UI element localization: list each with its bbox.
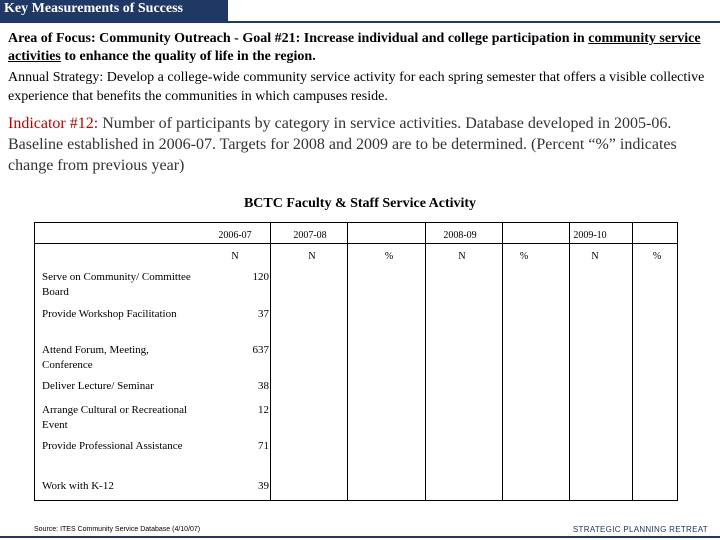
grid-line — [347, 223, 348, 500]
table-row-label: Provide Workshop Facilitation — [42, 308, 177, 320]
year-header-2008-09: 2008-09 — [443, 230, 477, 241]
table-row-value: 38 — [258, 380, 269, 392]
indicator-statement — [8, 113, 718, 176]
header-row-divider — [35, 243, 677, 244]
table-row-label: Work with K-12 — [42, 480, 114, 492]
service-activity-table — [34, 222, 678, 501]
annual-strategy: Annual Strategy: Develop a college-wide community service activity for each spring semester that offers a visible collective experience that benefits the communities in which campuses reside. — [8, 70, 705, 104]
table-row-value: 71 — [258, 440, 269, 452]
subheader-n: N — [458, 251, 466, 262]
table-row-value: 39 — [258, 480, 269, 492]
focus-prefix: Area of Focus: Community Outreach - Goal #21: Increase individual and college participation in — [8, 31, 589, 46]
header-divider — [0, 21, 720, 23]
subheader-percent: % — [384, 251, 394, 262]
footer-label: STRATEGIC PLANNING RETREAT — [572, 525, 708, 534]
area-of-focus — [8, 30, 714, 66]
subheader-percent: % — [652, 251, 662, 262]
year-header-2006-07: 2006-07 — [218, 230, 252, 241]
subheader-n: N — [591, 251, 599, 262]
table-row-value: 12 — [258, 404, 269, 416]
indicator-text: Number of participants by category in service activities. Database developed in 2005-06. Baseline established in 2006-07. Targets for 2008 and 2009 are to be determined. (Percent “%” indicates change from previous year) — [8, 115, 677, 174]
indicator-lead: Indicator #12: — [8, 115, 99, 132]
table-row-label: Deliver Lecture/ Seminar — [42, 380, 154, 392]
year-header-2007-08: 2007-08 — [293, 230, 327, 241]
table-row-value: 120 — [252, 271, 269, 283]
focus-suffix: to enhance the quality of life in the region. — [60, 49, 316, 64]
table-row-label: Attend Forum, Meeting, Conference — [42, 344, 149, 371]
subheader-n: N — [231, 251, 239, 262]
grid-line — [425, 223, 426, 500]
grid-line — [502, 223, 503, 500]
table-row-label: Arrange Cultural or Recreational Event — [42, 404, 188, 431]
grid-line — [569, 223, 570, 500]
table-row-value: 637 — [252, 344, 269, 356]
subheader-n: N — [308, 251, 316, 262]
table-row-value: 37 — [258, 308, 269, 320]
focus-underlined: community service activities — [8, 31, 701, 64]
footer-divider — [0, 536, 720, 538]
header-bar — [0, 0, 228, 21]
page-title: Key Measurements of Success — [4, 1, 183, 16]
source-note: Source: ITES Community Service Database (4/10/07) — [34, 526, 201, 533]
grid-line — [270, 223, 271, 500]
grid-line — [632, 223, 633, 500]
table-row-label: Serve on Community/ Committee Board — [42, 271, 191, 298]
table-row-label: Provide Professional Assistance — [42, 440, 183, 452]
year-header-2009-10: 2009-10 — [573, 230, 607, 241]
table-title: BCTC Faculty & Staff Service Activity — [243, 196, 477, 211]
subheader-percent: % — [519, 251, 529, 262]
